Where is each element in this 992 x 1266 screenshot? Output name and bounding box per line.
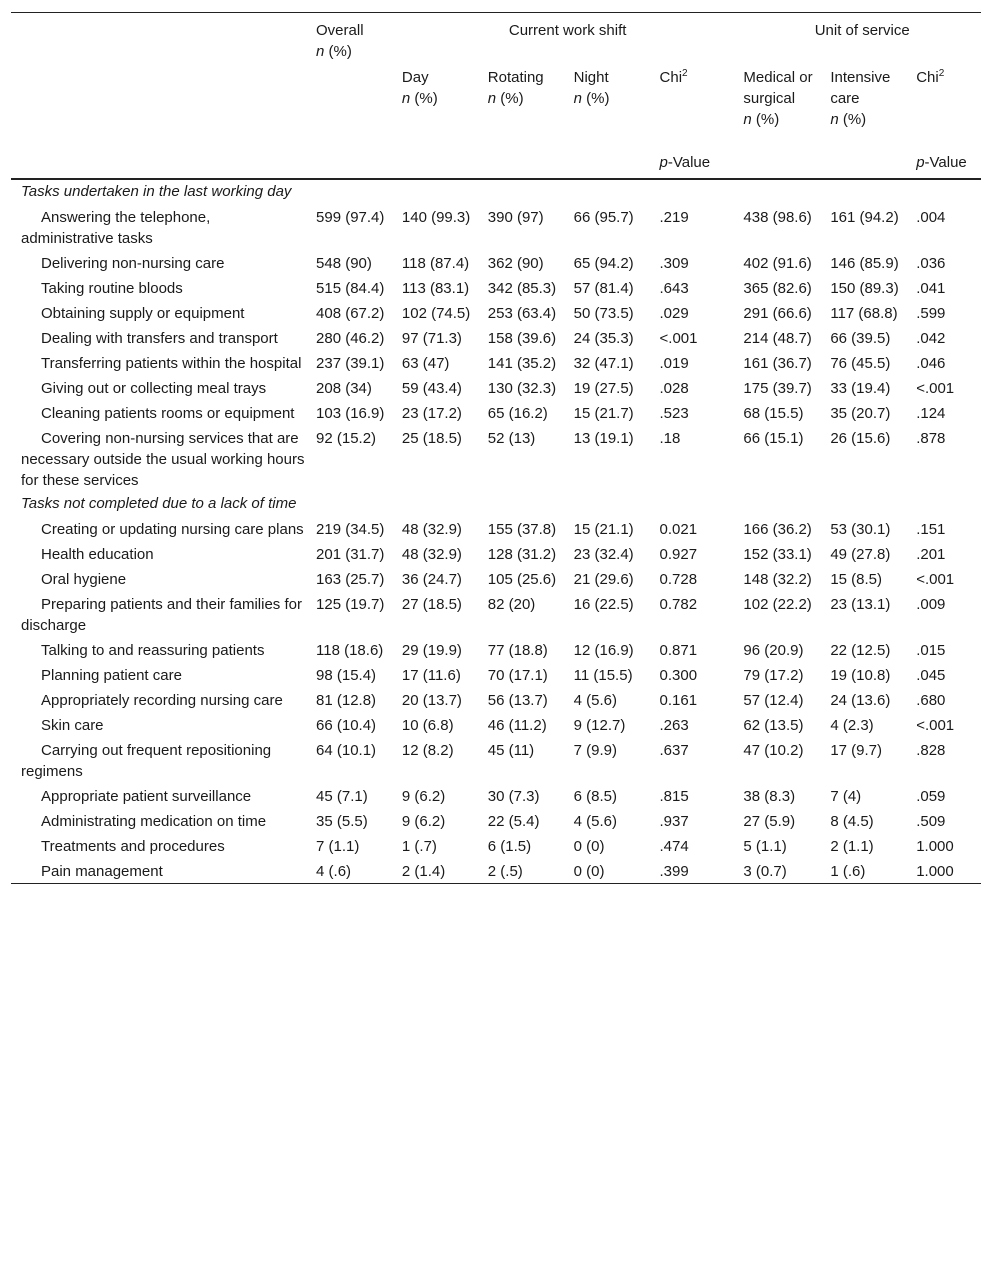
cell-chi-shift: 0.782 [659,596,698,613]
cell-chi-unit: .042 [916,330,946,347]
cell-chi-unit: .201 [916,546,946,563]
cell-rotating: 155 (37.8) [487,521,557,538]
row-label [11,566,306,591]
cell-medical: 365 (82.6) [743,280,812,297]
cell-intensive: 24 (13.6) [830,692,891,709]
row-label-text: Taking routine bloods [41,280,183,297]
header-chi-shift: Chi$^2$ [659,68,688,86]
cell-night: 65 (94.2) [573,255,634,272]
row-label [11,833,306,858]
cell-rotating: 362 (90) [487,255,544,272]
cell-rotating: 45 (11) [487,742,535,759]
cell-medical: 214 (48.7) [743,330,812,347]
header-group-unit: Unit of service [733,13,981,64]
cell-chi-shift: .028 [659,380,689,397]
section-header [11,492,981,516]
cell-rotating: 77 (18.8) [487,642,548,659]
row-label [11,325,306,350]
cell-intensive: 23 (13.1) [830,596,891,613]
cell-chi-shift: 0.161 [659,692,698,709]
cell-intensive: 53 (30.1) [830,521,891,538]
cell-chi-shift: .309 [659,255,689,272]
cell-rotating: 22 (5.4) [487,813,540,830]
row-label-text: Answering the telephone, administrative tasks [21,209,211,247]
cell-night: 12 (16.9) [573,642,634,659]
cell-overall: 599 (97.4) [316,209,385,226]
cell-chi-unit: .045 [916,667,946,684]
row-label-text: Appropriate patient surveillance [41,788,252,805]
cell-day: 9 (6.2) [401,813,446,830]
cell-day: 48 (32.9) [401,546,462,563]
cell-medical: 79 (17.2) [743,667,804,684]
cell-chi-unit: <.001 [916,717,955,734]
cell-intensive: 15 (8.5) [830,571,883,588]
cell-chi-shift: .474 [659,838,689,855]
cell-overall: 98 (15.4) [316,667,377,684]
cell-intensive: 66 (39.5) [830,330,891,347]
cell-intensive: 49 (27.8) [830,546,891,563]
row-label [11,204,306,250]
table-row [11,375,981,400]
cell-rotating: 390 (97) [487,209,544,226]
cell-rotating: 65 (16.2) [487,405,548,422]
header-rotating: Rotating n (%) [487,69,544,107]
cell-night: 57 (81.4) [573,280,634,297]
cell-chi-unit: .680 [916,692,946,709]
header-night: Night n (%) [573,69,610,107]
row-label-text: Dealing with transfers and transport [41,330,278,347]
cell-intensive: 19 (10.8) [830,667,891,684]
row-label-text: Pain management [41,863,163,880]
cell-day: 12 (8.2) [401,742,454,759]
cell-intensive: 76 (45.5) [830,355,891,372]
cell-medical: 402 (91.6) [743,255,812,272]
cell-day: 36 (24.7) [401,571,462,588]
cell-intensive: 26 (15.6) [830,430,891,447]
cell-day: 113 (83.1) [401,280,470,297]
cell-rotating: 46 (11.2) [487,717,547,734]
cell-overall: 92 (15.2) [316,430,377,447]
cell-chi-shift: .643 [659,280,689,297]
cell-overall: 81 (12.8) [316,692,377,709]
row-label [11,858,306,884]
cell-night: 11 (15.5) [573,667,633,684]
cell-chi-shift: 0.728 [659,571,698,588]
cell-chi-shift: .029 [659,305,689,322]
row-label-text: Preparing patients and their families for discharge [21,596,302,634]
table-row [11,516,981,541]
cell-intensive: 33 (19.4) [830,380,891,397]
header-row-3 [11,152,981,179]
cell-day: 48 (32.9) [401,521,462,538]
header-day: Day n (%) [401,69,438,107]
cell-rotating: 56 (13.7) [487,692,548,709]
cell-intensive: 117 (68.8) [830,305,898,322]
cell-night: 32 (47.1) [573,355,634,372]
row-label [11,783,306,808]
cell-night: 15 (21.7) [573,405,634,422]
cell-night: 4 (5.6) [573,813,617,830]
cell-day: 63 (47) [401,355,450,372]
cell-overall: 4 (.6) [306,858,392,884]
cell-medical: 5 (1.1) [743,838,787,855]
row-label [11,637,306,662]
section-title: Tasks undertaken in the last working day [21,183,292,200]
header-chi-unit: Chi$^2$ [916,68,945,86]
cell-night: 19 (27.5) [573,380,634,397]
cell-day: 118 (87.4) [401,255,470,272]
row-label [11,275,306,300]
cell-overall: 66 (10.4) [316,717,377,734]
cell-intensive: 22 (12.5) [830,642,891,659]
cell-chi-unit: .036 [916,255,946,272]
cell-overall: 118 (18.6) [316,642,384,659]
table-row [11,833,981,858]
table-row [11,275,981,300]
row-label-text: Creating or updating nursing care plans [41,521,304,538]
cell-day: 27 (18.5) [401,596,462,613]
row-label-text: Oral hygiene [41,571,127,588]
row-label-text: Skin care [41,717,104,734]
section-header [11,179,981,204]
cell-day: 17 (11.6) [401,667,461,684]
table-row [11,425,981,492]
cell-medical: 291 (66.6) [743,305,812,322]
cell-day: 10 (6.8) [401,717,454,734]
cell-rotating: 30 (7.3) [487,788,540,805]
cell-chi-unit: .009 [916,596,946,613]
header-row-2 [11,63,981,152]
row-label-text: Administrating medication on time [41,813,267,830]
cell-night: 23 (32.4) [573,546,634,563]
cell-chi-unit: <.001 [916,380,955,397]
cell-day: 59 (43.4) [401,380,462,397]
cell-chi-unit: .599 [916,305,946,322]
cell-day: 23 (17.2) [401,405,462,422]
cell-chi-shift: .019 [659,355,689,372]
table-row [11,300,981,325]
row-label [11,425,306,492]
cell-chi-shift: 0.300 [659,667,698,684]
table-row [11,712,981,737]
row-label-text: Transferring patients within the hospital [41,355,302,372]
header-p-value-unit: p-Value [906,152,981,179]
table-row [11,808,981,833]
cell-day: 9 (6.2) [401,788,446,805]
table-row [11,662,981,687]
cell-chi-unit: .828 [916,742,946,759]
cell-intensive: 161 (94.2) [830,209,899,226]
cell-medical: 175 (39.7) [743,380,812,397]
cell-chi-shift: .263 [659,717,689,734]
cell-chi-shift: .219 [659,209,689,226]
cell-overall: 548 (90) [316,255,372,272]
cell-day: 97 (71.3) [401,330,462,347]
cell-chi-shift: <.001 [659,330,698,347]
cell-overall: 163 (25.7) [316,571,385,588]
cell-night: 50 (73.5) [573,305,634,322]
cell-rotating: 253 (63.4) [487,305,557,322]
cell-intensive: 17 (9.7) [830,742,883,759]
cell-overall: 280 (46.2) [316,330,385,347]
cell-intensive: 35 (20.7) [830,405,891,422]
cell-rotating: 82 (20) [487,596,536,613]
cell-overall: 201 (31.7) [316,546,385,563]
row-label [11,516,306,541]
cell-overall: 219 (34.5) [316,521,385,538]
cell-intensive: 150 (89.3) [830,280,899,297]
cell-chi-unit: <.001 [916,571,955,588]
cell-night: 16 (22.5) [573,596,634,613]
cell-medical: 152 (33.1) [743,546,812,563]
cell-night: 4 (5.6) [573,692,617,709]
header-empty [11,13,306,64]
table-row [11,783,981,808]
cell-chi-unit: .015 [916,642,946,659]
cell-chi-shift: 0.871 [659,642,698,659]
table-body [11,179,981,884]
section-title: Tasks not completed due to a lack of time [21,495,297,512]
table-row [11,566,981,591]
cell-rotating: 52 (13) [487,430,536,447]
cell-overall: 45 (7.1) [316,788,368,805]
cell-chi-unit: .509 [916,813,946,830]
row-label [11,712,306,737]
cell-rotating: 128 (31.2) [487,546,557,563]
cell-medical: 47 (10.2) [743,742,804,759]
row-label-text: Health education [41,546,154,563]
cell-night: 6 (8.5) [573,788,617,805]
cell-rotating: 105 (25.6) [487,571,557,588]
cell-day: 20 (13.7) [401,692,462,709]
cell-medical: 68 (15.5) [743,405,804,422]
cell-intensive: 4 (2.3) [830,717,874,734]
cell-rotating: 342 (85.3) [487,280,557,297]
cell-night: 66 (95.7) [573,209,634,226]
cell-chi-shift: 0.927 [659,546,698,563]
row-label [11,300,306,325]
cell-chi-shift: .399 [650,858,734,884]
cell-day: 29 (19.9) [401,642,462,659]
cell-overall: 208 (34) [316,380,372,397]
table-row [11,350,981,375]
header-group-shift: Current work shift [392,13,734,64]
cell-chi-unit: .004 [916,209,946,226]
cell-medical: 57 (12.4) [743,692,804,709]
cell-overall: 125 (19.7) [316,596,385,613]
table-row [11,541,981,566]
cell-overall: 103 (16.9) [316,405,385,422]
table-row [11,400,981,425]
row-label [11,375,306,400]
row-label [11,808,306,833]
row-label-text: Cleaning patients rooms or equipment [41,405,295,422]
cell-overall: 64 (10.1) [316,742,377,759]
cell-rotating: 141 (35.2) [487,355,557,372]
row-label-text: Treatments and procedures [41,838,225,855]
row-label-text: Covering non-nursing services that are necessary outside the usual working hours for these services [21,430,305,489]
cell-night: 24 (35.3) [573,330,634,347]
cell-medical: 148 (32.2) [743,571,812,588]
row-label [11,250,306,275]
cell-medical: 38 (8.3) [743,788,796,805]
cell-rotating: 130 (32.3) [487,380,557,397]
table-row [11,737,981,783]
cell-overall: 35 (5.5) [316,813,368,830]
row-label-text: Talking to and reassuring patients [41,642,265,659]
cell-night: 0 (0) [573,838,605,855]
cell-overall: 408 (67.2) [316,305,385,322]
table-row [11,325,981,350]
cell-night: 7 (9.9) [573,742,617,759]
cell-day: 2 (1.4) [392,858,478,884]
cell-chi-unit: .151 [916,521,946,538]
cell-medical: 102 (22.2) [743,596,812,613]
cell-intensive: 2 (1.1) [830,838,874,855]
cell-intensive: 8 (4.5) [830,813,874,830]
cell-day: 1 (.7) [401,838,437,855]
cell-night: 21 (29.6) [573,571,634,588]
table-row [11,204,981,250]
cell-medical: 3 (0.7) [733,858,820,884]
cell-rotating: 70 (17.1) [487,667,548,684]
cell-medical: 66 (15.1) [743,430,804,447]
cell-night: 9 (12.7) [573,717,626,734]
cell-rotating: 2 (.5) [478,858,564,884]
cell-night: 15 (21.1) [573,521,634,538]
cell-intensive: 1 (.6) [820,858,906,884]
cell-chi-shift: .637 [659,742,689,759]
cell-chi-shift: .18 [659,430,681,447]
row-label-text: Appropriately recording nursing care [41,692,283,709]
row-label [11,400,306,425]
row-label [11,737,306,783]
header-p-value-shift: p-Value [650,152,734,179]
row-label-text: Planning patient care [41,667,182,684]
header-overall: Overall n (%) [306,13,392,64]
cell-intensive: 146 (85.9) [830,255,899,272]
cell-chi-shift: .815 [659,788,689,805]
cell-chi-shift: .937 [659,813,689,830]
cell-medical: 62 (13.5) [743,717,804,734]
cell-day: 140 (99.3) [401,209,471,226]
cell-rotating: 158 (39.6) [487,330,557,347]
cell-medical: 96 (20.9) [743,642,804,659]
cell-chi-unit: .878 [916,430,946,447]
cell-medical: 166 (36.2) [743,521,812,538]
table-row [11,858,981,884]
row-label-text: Delivering non-nursing care [41,255,225,272]
cell-chi-unit: 1.000 [906,858,981,884]
table-row [11,591,981,637]
header-medical: Medical or surgical n (%) [743,69,813,128]
table-row [11,250,981,275]
row-label-text: Carrying out frequent repositioning regimens [21,742,272,780]
cell-chi-unit: .046 [916,355,946,372]
cell-medical: 438 (98.6) [743,209,812,226]
row-label [11,541,306,566]
row-label [11,591,306,637]
header-intensive: Intensive care n (%) [830,69,891,128]
row-label [11,350,306,375]
cell-chi-unit: 1.000 [916,838,954,855]
row-label [11,687,306,712]
cell-night: 0 (0) [564,858,650,884]
cell-medical: 161 (36.7) [743,355,812,372]
header-row-1 [11,13,981,64]
cell-overall: 515 (84.4) [316,280,385,297]
cell-chi-unit: .059 [916,788,946,805]
table-row [11,637,981,662]
cell-night: 13 (19.1) [573,430,634,447]
cell-chi-shift: 0.021 [659,521,698,538]
cell-overall: 7 (1.1) [316,838,360,855]
cell-medical: 27 (5.9) [743,813,796,830]
cell-rotating: 6 (1.5) [487,838,532,855]
row-label-text: Obtaining supply or equipment [41,305,245,322]
cell-chi-unit: .124 [916,405,946,422]
cell-intensive: 7 (4) [830,788,862,805]
results-table [11,12,981,884]
cell-chi-shift: .523 [659,405,689,422]
table-row [11,687,981,712]
cell-day: 102 (74.5) [401,305,471,322]
row-label-text: Giving out or collecting meal trays [41,380,267,397]
cell-overall: 237 (39.1) [316,355,385,372]
cell-day: 25 (18.5) [401,430,462,447]
row-label [11,662,306,687]
cell-chi-unit: .041 [916,280,946,297]
